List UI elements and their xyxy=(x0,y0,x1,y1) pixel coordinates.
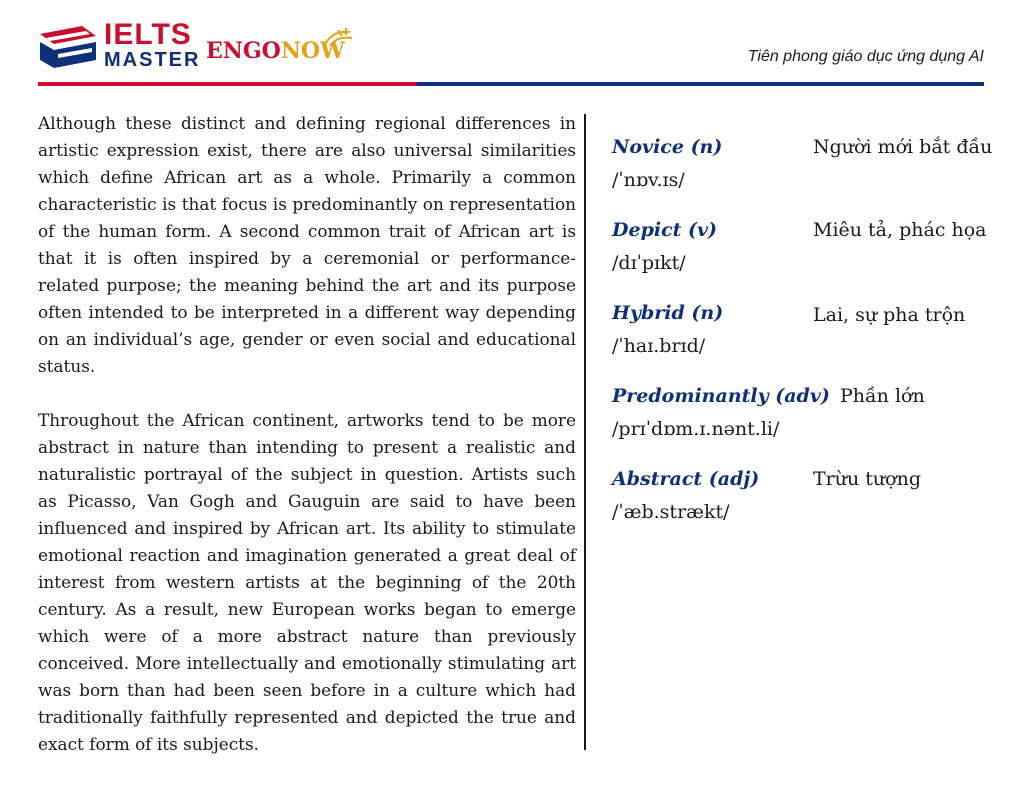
header-divider xyxy=(38,82,984,86)
vocab-ipa: /dɪˈpɪkt/ xyxy=(612,252,686,274)
vocab-entry xyxy=(612,464,1012,547)
reading-passage xyxy=(38,110,576,785)
vocab-ipa: /ˈhaɪ.brɪd/ xyxy=(612,335,706,357)
sun-rays-icon xyxy=(320,28,354,48)
logo-master-text: MASTER xyxy=(104,49,201,71)
vocab-meaning: Trừu tượng xyxy=(813,468,921,490)
vocab-meaning: Người mới bắt đầu xyxy=(813,136,993,158)
vocabulary-list xyxy=(612,132,1012,547)
vocab-word: Depict (v) xyxy=(612,219,718,241)
page-header xyxy=(0,0,1024,90)
logo-now-part: NOW xyxy=(280,38,345,64)
vocab-entry xyxy=(612,298,1012,381)
book-logo-icon xyxy=(38,24,98,70)
vocab-entry xyxy=(612,381,1012,464)
vocab-entry xyxy=(612,215,1012,298)
logo-ielts-text: IELTS xyxy=(104,18,192,51)
vocab-word: Predominantly (adv) xyxy=(612,385,830,407)
ielts-master-engonow-logo xyxy=(38,20,358,76)
vocab-word: Abstract (adj) xyxy=(612,468,760,490)
tagline: Tiên phong giáo dục ứng dụng AI xyxy=(747,48,984,65)
vocab-ipa: /ˈæb.strækt/ xyxy=(612,501,730,523)
vocab-entry xyxy=(612,132,1012,215)
passage-paragraph-1: Although these distinct and defining regional differences in artistic expression exist, there are also universal similarities which define African art as a whole. Primarily a common characteristic is that focus is predominantly on representation of the human form. A second common trait of African art is that it is often inspired by a ceremonial or performance-related purpose; the meaning behind the art and its purpose often intended to be interpreted in a different way depending on an individual’s age, gender or even social and educational status. xyxy=(38,113,576,376)
vocab-meaning: Lai, sự pha trộn xyxy=(813,304,966,326)
vocab-meaning: Miêu tả, phác họa xyxy=(813,219,987,241)
passage-paragraph-2: Throughout the African continent, artworks tend to be more abstract in nature than intending to present a realistic and naturalistic portrayal of the subject in question. Artists such as Picasso, Van Gogh and Gauguin are said to have been influenced and inspired by African art. Its ability to stimulate emotional reaction and imagination generated a great deal of interest from western artists at the beginning of the 20th century. As a result, new European works began to emerge which were of a more abstract nature than previously conceived. More intellectually and emotionally stimulating art was born than had been seen before in a culture which had traditionally faithfully represented and depicted the true and exact form of its subjects. xyxy=(38,410,576,754)
column-divider xyxy=(584,114,586,750)
vocab-word: Hybrid (n) xyxy=(612,302,724,324)
vocab-ipa: /prɪˈdɒm.ɪ.nənt.li/ xyxy=(612,418,780,440)
vocab-meaning: Phần lớn xyxy=(840,385,925,407)
vocab-ipa: /ˈnɒv.ɪs/ xyxy=(612,169,685,191)
vocab-word: Novice (n) xyxy=(612,136,723,158)
logo-engo-part: ENGO xyxy=(206,38,281,64)
